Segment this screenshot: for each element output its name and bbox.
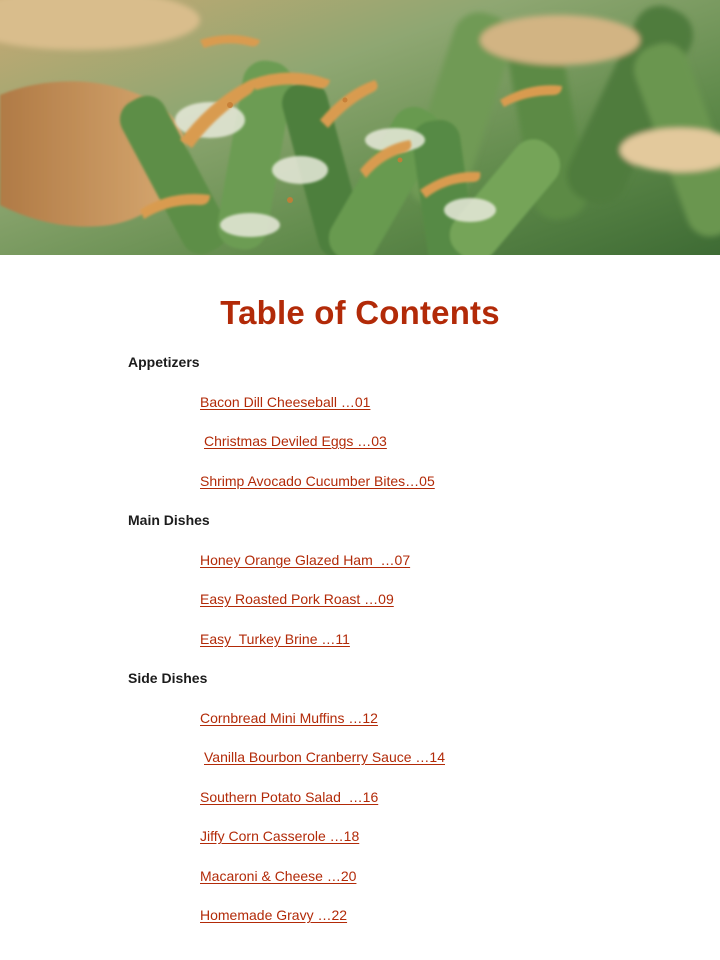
section-heading-side-dishes: Side Dishes [128, 670, 208, 686]
section-heading-main-dishes: Main Dishes [128, 512, 210, 528]
page-title: Table of Contents [220, 294, 500, 331]
section-heading-appetizers: Appetizers [128, 354, 200, 370]
toc-link-southern-potato-salad[interactable]: Southern Potato Salad …16 [200, 789, 379, 805]
hero-photo [0, 0, 720, 255]
toc-link-jiffy-corn-casserole[interactable]: Jiffy Corn Casserole …18 [200, 828, 360, 844]
toc-link-homemade-gravy[interactable]: Homemade Gravy …22 [200, 907, 348, 923]
toc-link-honey-orange-glazed-ham[interactable]: Honey Orange Glazed Ham …07 [200, 552, 411, 568]
green-bean-casserole-image [0, 0, 720, 255]
toc-link-shrimp-avocado-cucumber-bites[interactable]: Shrimp Avocado Cucumber Bites…05 [200, 473, 435, 489]
toc-link-cornbread-mini-muffins[interactable]: Cornbread Mini Muffins …12 [200, 710, 378, 726]
toc-link-christmas-deviled-eggs[interactable]: Christmas Deviled Eggs …03 [204, 433, 387, 449]
toc-link-macaroni-and-cheese[interactable]: Macaroni & Cheese …20 [200, 868, 357, 884]
toc-link-bacon-dill-cheeseball[interactable]: Bacon Dill Cheeseball …01 [200, 394, 371, 410]
toc-link-easy-turkey-brine[interactable]: Easy Turkey Brine …11 [200, 631, 350, 647]
toc-link-easy-roasted-pork-roast[interactable]: Easy Roasted Pork Roast …09 [200, 591, 394, 607]
toc-link-vanilla-bourbon-cranberry-sauce[interactable]: Vanilla Bourbon Cranberry Sauce …14 [204, 749, 445, 765]
